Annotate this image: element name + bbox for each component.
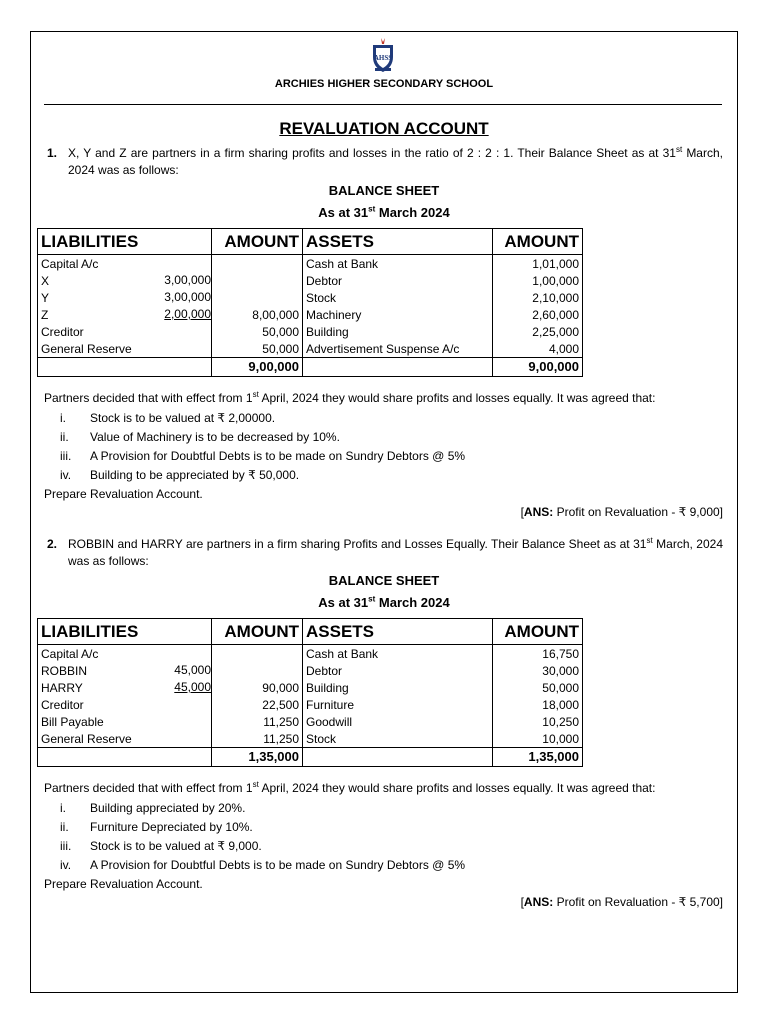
page-title: REVALUATION ACCOUNT (279, 119, 489, 138)
table-row: Creditor 22,500 Furniture 18,000 (38, 696, 583, 713)
instruction: Prepare Revaluation Account. (44, 487, 203, 501)
header-amount: AMOUNT (493, 229, 583, 255)
list-item: i. Stock is to be valued at ₹ 2,00000. (60, 411, 276, 425)
header-assets: ASSETS (303, 229, 493, 255)
list-item: ii. Furniture Depreciated by 10%. (60, 820, 253, 834)
question-number: 2. (47, 537, 58, 551)
balance-sheet-title: BALANCE SHEET (328, 183, 440, 198)
instruction: Prepare Revaluation Account. (44, 877, 203, 891)
total-row (38, 358, 583, 377)
balance-sheet-table (37, 228, 583, 377)
table-row: Capital A/c Cash at Bank 16,750 (38, 645, 583, 663)
table-header-row (38, 619, 583, 645)
header-liabilities: LIABILITIES (38, 229, 212, 255)
agreement-paragraph: Partners decided that with effect from 1st April, 2024 they would share profits and losses equally. It was agreed that: (44, 780, 656, 795)
table-row: General Reserve 11,250 Stock 10,000 (38, 730, 583, 748)
list-item: iii. A Provision for Doubtful Debts is to be made on Sundry Debtors @ 5% (60, 449, 466, 463)
balance-sheet-date: As at 31st March 2024 (318, 204, 450, 220)
header-divider (44, 104, 722, 105)
balance-sheet-table (37, 618, 583, 767)
svg-text:AHSS: AHSS (373, 54, 393, 62)
question-number: 1. (47, 146, 58, 160)
answer: [ANS: Profit on Revaluation - ₹ 9,000] (520, 505, 723, 519)
header-amount: AMOUNT (212, 619, 303, 645)
list-item: iii. Stock is to be valued at ₹ 9,000. (60, 839, 262, 853)
question-text: X, Y and Z are partners in a firm sharing profits and losses in the ratio of 2 : 2 : 1. Their Balance Sheet as at 31st March, 2024 was as follows: (68, 145, 723, 177)
school-crest-logo (369, 37, 397, 73)
school-name: ARCHIES HIGHER SECONDARY SCHOOL (274, 78, 494, 90)
table-row: HARRY 45,000 90,000 Building 50,000 (38, 679, 583, 696)
answer: [ANS: Profit on Revaluation - ₹ 5,700] (520, 895, 723, 909)
table-header-row (38, 229, 583, 255)
list-item: i. Building appreciated by 20%. (60, 801, 246, 815)
header-liabilities: LIABILITIES (38, 619, 212, 645)
table-row: General Reserve 50,000 Advertisement Suspense A/c 4,000 (38, 340, 583, 358)
balance-sheet-date: As at 31st March 2024 (318, 594, 450, 610)
list-item: ii. Value of Machinery is to be decreased by 10%. (60, 430, 340, 444)
total-liabilities: 9,00,000 (212, 358, 303, 377)
balance-sheet-title: BALANCE SHEET (328, 573, 440, 588)
table-row: ROBBIN 45,000 Debtor 30,000 (38, 662, 583, 679)
table-row: Z 2,00,000 8,00,000 Machinery 2,60,000 (38, 306, 583, 323)
header-assets: ASSETS (303, 619, 493, 645)
list-item: iv. A Provision for Doubtful Debts is to be made on Sundry Debtors @ 5% (60, 858, 466, 872)
table-row: Y 3,00,000 Stock 2,10,000 (38, 289, 583, 306)
total-row (38, 748, 583, 767)
table-row: Creditor 50,000 Building 2,25,000 (38, 323, 583, 340)
agreement-paragraph: Partners decided that with effect from 1st April, 2024 they would share profits and losses equally. It was agreed that: (44, 390, 656, 405)
question-text: ROBBIN and HARRY are partners in a firm sharing Profits and Losses Equally. Their Balance Sheet as at 31st March, 2024 was as follows: (68, 536, 723, 568)
question-1 (47, 145, 723, 179)
header-amount: AMOUNT (212, 229, 303, 255)
table-row: Bill Payable 11,250 Goodwill 10,250 (38, 713, 583, 730)
total-assets: 1,35,000 (493, 748, 583, 767)
total-liabilities: 1,35,000 (212, 748, 303, 767)
question-2 (47, 536, 723, 570)
total-assets: 9,00,000 (493, 358, 583, 377)
header-amount: AMOUNT (493, 619, 583, 645)
table-row: Capital A/c Cash at Bank 1,01,000 (38, 255, 583, 273)
table-row: X 3,00,000 Debtor 1,00,000 (38, 272, 583, 289)
list-item: iv. Building to be appreciated by ₹ 50,000. (60, 468, 300, 482)
